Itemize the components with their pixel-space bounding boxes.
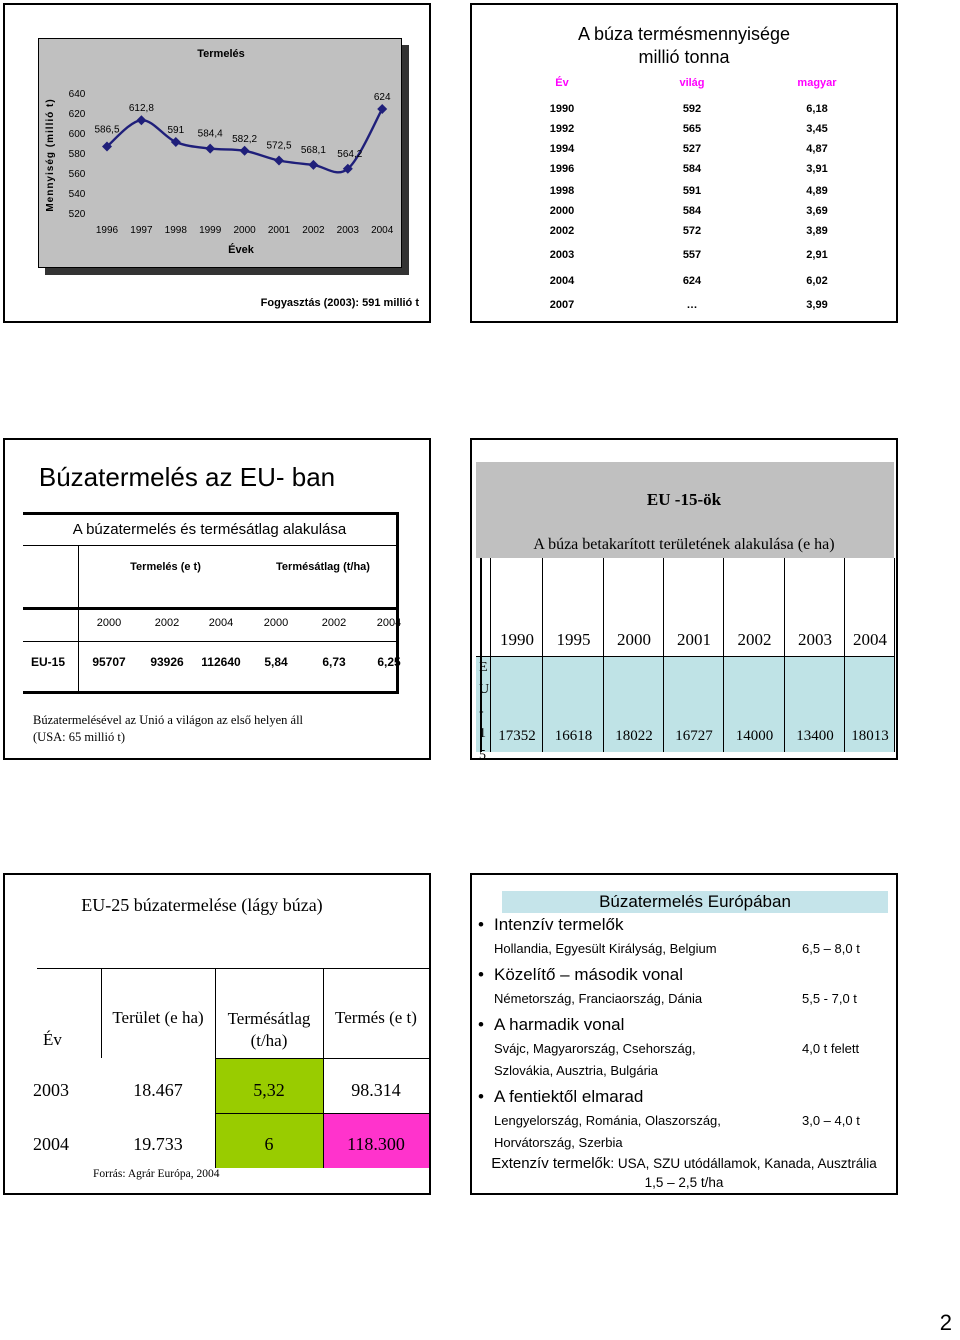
cell-area: 19.733 bbox=[133, 1134, 183, 1154]
cell-year: 1994 bbox=[549, 143, 575, 155]
slide-eu25-wheat bbox=[3, 873, 431, 1195]
grid-hline bbox=[476, 656, 894, 657]
grid-left-border bbox=[480, 558, 482, 752]
slide4-subtitle: A búza betakarított területének alakulása (e ha) bbox=[533, 536, 835, 553]
grid-vline bbox=[663, 558, 664, 752]
slide3-note-line2: (USA: 65 millió t) bbox=[33, 730, 126, 744]
year-header: 2002 bbox=[154, 617, 180, 629]
year-header: 2003 bbox=[798, 630, 832, 649]
data-value-label: 586,5 bbox=[94, 124, 120, 136]
data-point-marker bbox=[136, 115, 146, 125]
slide4-title: EU -15-ök bbox=[646, 490, 722, 509]
cell-year: 2007 bbox=[549, 299, 575, 311]
y-tick-label: 580 bbox=[68, 149, 86, 160]
page-number: 2 bbox=[939, 1310, 952, 1335]
yield-range: 5,5 - 7,0 t bbox=[802, 991, 857, 1006]
value-cell: 112640 bbox=[201, 655, 241, 669]
extensive-line bbox=[472, 1155, 896, 1172]
x-tick-label: 2000 bbox=[233, 225, 256, 236]
cell-year: 1996 bbox=[549, 163, 575, 175]
row-label-char: E bbox=[479, 660, 488, 675]
row-label-char: 1 bbox=[479, 726, 486, 741]
slide5-table bbox=[33, 968, 429, 1180]
header-production: Termelés (e t) bbox=[130, 561, 201, 573]
x-tick-label: 1998 bbox=[164, 225, 187, 236]
slide-production-chart bbox=[3, 3, 431, 323]
cell-harvest: 118.300 bbox=[347, 1134, 405, 1154]
y-tick-label: 540 bbox=[68, 189, 86, 200]
cell-year: 2002 bbox=[549, 225, 575, 237]
year-header: 2002 bbox=[737, 630, 772, 649]
bullet-item bbox=[478, 915, 623, 935]
slide-europe-production bbox=[470, 873, 898, 1195]
cell-world: 572 bbox=[682, 225, 702, 237]
x-tick-label: 2004 bbox=[371, 225, 394, 236]
cell-yield: 5,32 bbox=[253, 1080, 285, 1100]
slide-wheat-yield-table bbox=[470, 3, 898, 323]
slide5-source: Forrás: Agrár Európa, 2004 bbox=[93, 1168, 220, 1180]
data-point-marker bbox=[274, 156, 284, 166]
cell-hungary: 6,02 bbox=[806, 275, 828, 287]
header-world: világ bbox=[679, 77, 705, 89]
slide5-title: EU-25 búzatermelése (lágy búza) bbox=[81, 895, 323, 915]
value-cell: 6,73 bbox=[322, 655, 346, 669]
grid-vline bbox=[894, 558, 895, 752]
grid-vline bbox=[844, 558, 845, 752]
data-value-label: 568,1 bbox=[300, 144, 326, 156]
row-label-char: 5 bbox=[479, 748, 486, 763]
bullet-item bbox=[478, 965, 683, 985]
country-line: Svájc, Magyarország, Csehország, bbox=[494, 1041, 696, 1056]
grid-vline bbox=[723, 558, 724, 752]
yield-range: 4,0 t felett bbox=[802, 1041, 860, 1056]
cell-hungary: 6,18 bbox=[806, 103, 828, 115]
value-cell: 14000 bbox=[735, 728, 774, 744]
slide3-table-caption: A búzatermelés és termésátlag alakulása bbox=[72, 521, 347, 538]
x-tick-label: 2001 bbox=[267, 225, 291, 236]
value-cell: 5,84 bbox=[264, 655, 288, 669]
cell-yield: 6 bbox=[264, 1134, 274, 1154]
row-label-eu15: EU-15 bbox=[31, 655, 66, 669]
value-cell: 13400 bbox=[796, 728, 834, 744]
value-cell: 95707 bbox=[92, 655, 126, 669]
data-value-label: 582,2 bbox=[232, 133, 258, 145]
data-point-marker bbox=[171, 137, 181, 147]
year-header: 2004 bbox=[208, 617, 234, 629]
consumption-footer: Fogyasztás (2003): 591 millió t bbox=[260, 297, 419, 309]
y-tick-label: 520 bbox=[68, 209, 86, 220]
year-header: 2000 bbox=[263, 617, 289, 629]
cell-hungary: 3,91 bbox=[806, 163, 828, 175]
data-value-label: 572,5 bbox=[266, 140, 292, 152]
country-line: Németország, Franciaország, Dánia bbox=[494, 991, 703, 1006]
bullet-text: Közelítő – második vonal bbox=[494, 965, 683, 984]
cell-hungary: 4,87 bbox=[806, 143, 828, 155]
header-yield: Termésátlag (t/ha) bbox=[227, 1009, 311, 1050]
slide3-note-line1: Búzatermelésével az Unió a világon az első helyen áll bbox=[33, 713, 304, 727]
value-cell: 16727 bbox=[675, 728, 713, 744]
x-tick-label: 2003 bbox=[336, 225, 359, 236]
data-point-marker bbox=[308, 160, 318, 170]
y-tick-label: 620 bbox=[68, 109, 86, 120]
slide6-title: Búzatermelés Európában bbox=[502, 891, 888, 913]
cell-world: 591 bbox=[682, 185, 702, 197]
bullet-marker-icon: • bbox=[478, 1087, 484, 1106]
bullet-text: A harmadik vonal bbox=[494, 1015, 625, 1034]
bullet-text: Intenzív termelők bbox=[494, 915, 624, 934]
bullet-text: A fentiektől elmarad bbox=[494, 1087, 644, 1106]
x-axis-label: Évek bbox=[228, 244, 254, 256]
data-value-label: 584,4 bbox=[197, 128, 223, 140]
slide3-title: Búzatermelés az EU- ban bbox=[38, 462, 336, 492]
slide2-title-line1: A búza termésmennyisége bbox=[577, 24, 791, 44]
cell-world: 565 bbox=[682, 123, 702, 135]
slide3-table bbox=[23, 512, 402, 694]
cell-year: 2003 bbox=[549, 249, 575, 261]
cell-hungary: 3,89 bbox=[806, 225, 828, 237]
year-header: 2000 bbox=[96, 617, 122, 629]
year-header: 2004 bbox=[853, 630, 887, 649]
data-point-marker bbox=[377, 104, 387, 114]
bullet-marker-icon: • bbox=[478, 1015, 484, 1034]
cell-year: 1998 bbox=[549, 185, 575, 197]
cell-year: 1990 bbox=[549, 103, 575, 115]
cell-hungary: 3,45 bbox=[806, 123, 828, 135]
yield-range: 6,5 – 8,0 t bbox=[802, 941, 860, 956]
grid-vline bbox=[542, 558, 543, 752]
value-cell: 18022 bbox=[615, 728, 653, 744]
year-header: 2004 bbox=[376, 617, 402, 629]
production-line-chart bbox=[5, 5, 433, 325]
data-value-label: 564,2 bbox=[337, 148, 363, 160]
year-header: 2000 bbox=[617, 630, 651, 649]
slide2-title bbox=[472, 23, 896, 69]
cell-world: 557 bbox=[682, 249, 702, 261]
slide2-title-line2: millió tonna bbox=[638, 47, 730, 67]
data-value-label: 612,8 bbox=[128, 103, 154, 115]
slide3-divider-mid bbox=[23, 607, 396, 610]
value-cell: 93926 bbox=[150, 655, 184, 669]
cell-world: 584 bbox=[682, 163, 702, 175]
extensive-countries: : USA, SZU utódállamok, Kanada, Ausztrália bbox=[610, 1156, 877, 1171]
y-axis-label: Mennyiség (millió t) bbox=[45, 98, 56, 212]
header-year: Év bbox=[555, 77, 569, 89]
slide3-divider-row bbox=[23, 641, 396, 642]
data-value-label: 591 bbox=[167, 125, 185, 136]
country-line: Horvátország, Szerbia bbox=[494, 1135, 623, 1150]
y-tick-label: 600 bbox=[68, 129, 86, 140]
grid-vline bbox=[603, 558, 604, 752]
header-area: Terület (e ha) bbox=[112, 1008, 204, 1027]
country-line: Szlovákia, Ausztria, Bulgária bbox=[494, 1063, 659, 1078]
value-cell: 6,25 bbox=[377, 655, 401, 669]
bullet-item bbox=[478, 1087, 643, 1107]
cell-year: 2003 bbox=[33, 1080, 69, 1100]
bullet-marker-icon: • bbox=[478, 965, 484, 984]
row-label-char: - bbox=[479, 704, 484, 719]
cell-hungary: 3,69 bbox=[806, 205, 828, 217]
header-year: Év bbox=[43, 1030, 62, 1049]
cell-world: 624 bbox=[682, 275, 702, 287]
slide5-rule-top bbox=[37, 968, 429, 969]
cell-world: … bbox=[686, 299, 698, 311]
year-header: 1995 bbox=[556, 630, 591, 649]
cell-year: 2004 bbox=[33, 1134, 69, 1154]
country-line: Lengyelország, Románia, Olaszország, bbox=[494, 1113, 721, 1128]
grid-vline bbox=[784, 558, 785, 752]
year-header: 2002 bbox=[321, 617, 347, 629]
slide-eu15-area bbox=[470, 438, 898, 763]
cell-year: 2000 bbox=[549, 205, 575, 217]
y-tick-label: 640 bbox=[68, 89, 86, 100]
extensive-yield: 1,5 – 2,5 t/ha bbox=[644, 1175, 724, 1190]
data-point-marker bbox=[205, 144, 215, 154]
country-line: Hollandia, Egyesült Királyság, Belgium bbox=[494, 941, 717, 956]
x-tick-label: 1999 bbox=[199, 225, 222, 236]
cell-world: 584 bbox=[682, 205, 702, 217]
slide3-divider-left bbox=[78, 545, 79, 691]
data-value-label: 624 bbox=[373, 92, 391, 103]
header-hungary: magyar bbox=[797, 77, 837, 89]
value-cell: 17352 bbox=[498, 728, 536, 744]
cell-hungary: 3,99 bbox=[806, 299, 828, 311]
value-cell: 16618 bbox=[554, 728, 593, 744]
x-tick-label: 1996 bbox=[95, 225, 119, 236]
year-header: 2001 bbox=[677, 630, 711, 649]
y-tick-label: 560 bbox=[68, 169, 86, 180]
cell-area: 18.467 bbox=[133, 1080, 183, 1100]
extensive-label: Extenzív termelők bbox=[491, 1155, 611, 1172]
chart-title: Termelés bbox=[197, 48, 245, 60]
slide-eu-production bbox=[3, 438, 431, 760]
cell-world: 592 bbox=[682, 103, 702, 115]
row-label-char: U bbox=[479, 682, 490, 697]
cell-year: 1992 bbox=[549, 123, 575, 135]
data-point-marker bbox=[240, 146, 250, 156]
cell-hungary: 4,89 bbox=[806, 185, 828, 197]
cell-year: 2004 bbox=[549, 275, 575, 287]
bullet-marker-icon: • bbox=[478, 915, 484, 934]
x-tick-label: 1997 bbox=[130, 225, 153, 236]
header-harvest: Termés (e t) bbox=[335, 1008, 417, 1027]
year-header: 1990 bbox=[500, 630, 534, 649]
value-cell: 18013 bbox=[851, 728, 889, 744]
x-tick-label: 2002 bbox=[302, 225, 325, 236]
yield-range: 3,0 – 4,0 t bbox=[802, 1113, 860, 1128]
grid-vline bbox=[490, 558, 491, 752]
header-yield-avg: Termésátlag (t/ha) bbox=[276, 561, 370, 573]
slide3-note bbox=[33, 712, 303, 746]
slide4-table bbox=[476, 558, 894, 763]
cell-hungary: 2,91 bbox=[806, 249, 828, 261]
cell-world: 527 bbox=[682, 143, 702, 155]
cell-harvest: 98.314 bbox=[351, 1080, 401, 1100]
bullet-item bbox=[478, 1015, 624, 1035]
